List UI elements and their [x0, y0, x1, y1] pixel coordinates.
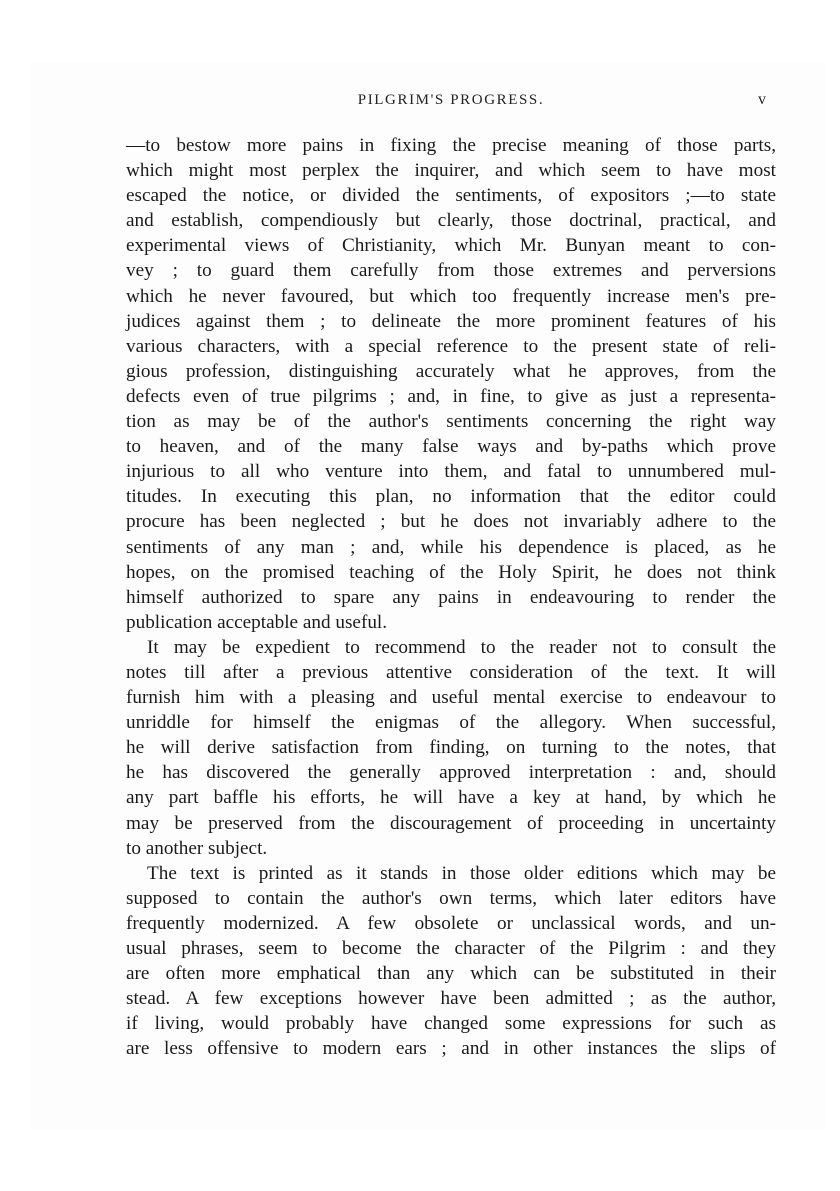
text-line: furnish him with a pleasing and useful mental exercise to endeavour to [126, 687, 776, 709]
page-number: v [758, 91, 766, 108]
text-line: gious profession, distinguishing accurately what he approves, from the [126, 360, 776, 382]
text-line: —to bestow more pains in fixing the precise meaning of those parts, [126, 135, 776, 156]
paragraph-1 [126, 133, 776, 635]
text-line: himself authorized to spare any pains in endeavouring to render the [126, 586, 776, 608]
text-line: stead. A few exceptions however have been admitted ; as the author, [126, 988, 776, 1010]
text-line: injurious to all who venture into them, and fatal to unnumbered mul- [126, 461, 776, 483]
text-line: various characters, with a special reference to the present state of reli- [126, 335, 776, 357]
text-line: judices against them ; to delineate the more prominent features of his [126, 310, 776, 332]
text-line: It may be expedient to recommend to the reader not to consult the [147, 636, 776, 658]
text-line: titudes. In executing this plan, no information that the editor could [126, 486, 776, 508]
text-line: he has discovered the generally approved interpretation : and, should [126, 762, 776, 784]
text-line: sentiments of any man ; and, while his dependence is placed, as he [126, 536, 776, 558]
text-line: are less offensive to modern ears ; and in other instances the slips of [126, 1038, 776, 1060]
text-line: publication acceptable and useful. [126, 611, 388, 633]
text-line: to heaven, and of the many false ways and by-paths which prove [126, 436, 776, 458]
paragraph-2 [126, 635, 776, 861]
body-text [126, 133, 776, 1061]
text-line: vey ; to guard them carefully from those extremes and perversions [126, 260, 776, 282]
text-line: unriddle for himself the enigmas of the allegory. When successful, [126, 712, 776, 734]
text-line: supposed to contain the author's own terms, which later editors have [126, 887, 776, 909]
running-title: PILGRIM'S PROGRESS. [357, 92, 545, 108]
text-line: hopes, on the promised teaching of the Holy Spirit, he does not think [126, 561, 776, 583]
text-line: tion as may be of the author's sentiments concerning the right way [126, 411, 776, 433]
text-line: any part baffle his efforts, he will have a key at hand, by which he [126, 787, 776, 809]
text-line: may be preserved from the discouragement of proceeding in uncertainty [126, 812, 776, 834]
text-line: which might most perplex the inquirer, and which seem to have most [126, 160, 776, 182]
text-line: which he never favoured, but which too frequently increase men's pre- [126, 285, 776, 307]
text-line: procure has been neglected ; but he does not invariably adhere to the [126, 511, 776, 533]
text-line: to another subject. [126, 837, 268, 859]
text-line: frequently modernized. A few obsolete or unclassical words, and un- [126, 912, 776, 934]
text-line: defects even of true pilgrims ; and, in fine, to give as just a representa- [126, 385, 776, 407]
text-line: notes till after a previous attentive consideration of the text. It will [126, 661, 776, 683]
text-line: escaped the notice, or divided the sentiments, of expositors ;—to state [126, 185, 776, 207]
paragraph-3 [126, 861, 776, 1062]
text-line: The text is printed as it stands in those older editions which may be [147, 862, 776, 884]
text-line: he will derive satisfaction from finding, on turning to the notes, that [126, 737, 776, 759]
text-line: and establish, compendiously but clearly, those doctrinal, practical, and [126, 210, 776, 232]
text-line: usual phrases, seem to become the character of the Pilgrim : and they [126, 938, 776, 959]
text-line: if living, would probably have changed some expressions for such as [126, 1013, 776, 1035]
text-line: experimental views of Christianity, which Mr. Bunyan meant to con- [126, 235, 776, 257]
running-head [126, 88, 776, 112]
text-line: are often more emphatical than any which can be substituted in their [126, 963, 776, 985]
